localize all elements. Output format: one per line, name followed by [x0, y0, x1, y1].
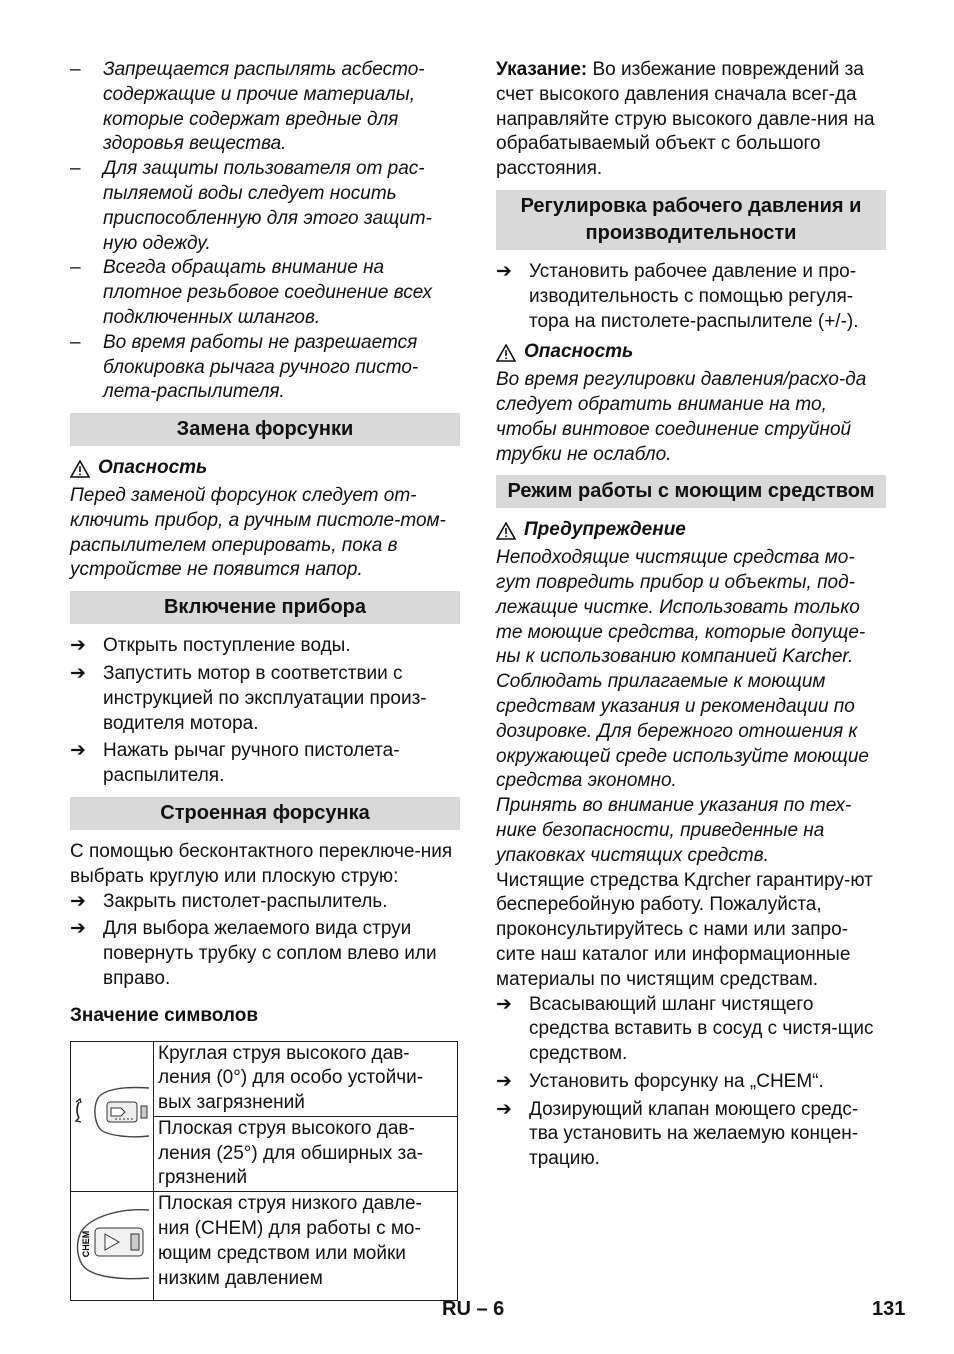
section-heading-pressure: Регулировка рабочего давления и производительности — [496, 190, 886, 250]
step-text: Установить рабочее давление и про-изводительность с помощью регуля-тора на пистолете-распылителе (+/-). — [529, 260, 859, 332]
chem-label: CHEM — [81, 1231, 91, 1258]
step-text: Для выбора желаемого вида струи повернуть трубку с соплом влево или вправо. — [103, 918, 437, 989]
table-row — [71, 1192, 458, 1301]
intro-list — [70, 58, 460, 405]
table-row — [71, 1041, 458, 1116]
list-item: – Всегда обращать внимание на плотное резьбовое соединение всех подключенных шлангов. — [70, 256, 460, 330]
symbol-description: Плоская струя низкого давле-ния (CHEM) для работы с мо-ющим средством или мойки низким давлением — [154, 1192, 458, 1301]
list-item — [70, 890, 460, 915]
footer-section-label: RU – 6 — [442, 1298, 505, 1320]
step-text: Закрыть пистолет-распылитель. — [103, 890, 388, 912]
right-column — [496, 58, 886, 1172]
table-cell-image — [71, 1192, 154, 1301]
arrow-icon: ➔ — [496, 1098, 512, 1120]
page-number: 131 — [872, 1298, 906, 1320]
section-heading-nozzle-change: Замена форсунки — [70, 413, 460, 446]
danger-label-text: Опасность — [98, 457, 208, 479]
step-text: Открыть поступление воды. — [103, 635, 351, 657]
chem-nozzle-icon — [71, 1192, 153, 1292]
list-item: – Запрещается распылять асбесто-содержащие и прочие материалы, которые содержат вредные для здоровья вещества. — [70, 58, 460, 157]
switch-on-steps — [70, 634, 460, 789]
step-text: Дозирующий клапан моющего средс-тва установить на желаемую концен-трацию. — [529, 1098, 859, 1170]
note-paragraph — [496, 58, 886, 182]
list-item — [70, 634, 460, 659]
danger-text: Перед заменой форсунок следует от-ключить прибор, а ручным пистоле-том-распылителем оперировать, пока в устройстве не появится напор. — [70, 484, 446, 581]
warning-text: Принять во внимание указания по тех-нике безопасности, приведенные на упаковках чистящих средств. — [496, 795, 852, 866]
nozzle-rotation-icon — [71, 1072, 153, 1152]
list-item: – Во время работы не разрешается блокировка рычага ручного писто-лета-распылителя. — [70, 331, 460, 405]
list-item — [70, 917, 460, 991]
warning-triangle-icon — [496, 344, 516, 362]
list-item: – Для защиты пользователя от рас-пыляемой воды следует носить приспособленную для этого защит-ную одежду. — [70, 157, 460, 256]
list-item — [70, 739, 460, 789]
arrow-icon: ➔ — [496, 260, 512, 282]
warning-label — [496, 518, 886, 543]
arrow-icon: ➔ — [70, 918, 86, 940]
triple-nozzle-intro: С помощью бесконтактного переключе-ния выбрать круглую или плоскую струю: — [70, 840, 453, 887]
danger-label — [70, 456, 460, 481]
left-column — [70, 58, 460, 1301]
symbol-description: Плоская струя высокого дав-ления (25°) для обширных за-грязнений — [154, 1116, 458, 1191]
section-heading-triple-nozzle: Строенная форсунка — [70, 797, 460, 830]
warning-triangle-icon — [70, 460, 90, 478]
arrow-icon: ➔ — [496, 1070, 512, 1092]
section-heading-switch-on: Включение прибора — [70, 591, 460, 624]
danger-label — [496, 340, 886, 365]
note-text: Во избежание повреждений за счет высокого давления сначала всег-да направляйте струю высокого давле-ния на обрабатываемый объект с большого расстояния. — [496, 59, 875, 180]
arrow-icon: ➔ — [70, 740, 86, 762]
symbol-description: Круглая струя высокого дав-ления (0°) для особо устойчи-вых загрязнений — [154, 1041, 458, 1116]
arrow-icon: ➔ — [496, 993, 512, 1015]
symbols-heading: Значение символов — [70, 1004, 259, 1026]
danger-label-text: Опасность — [524, 341, 634, 363]
section-heading-detergent: Режим работы с моющим средством — [496, 475, 886, 508]
step-text: Всасывающий шланг чистящего средства вставить в сосуд с чистя-щис средством. — [529, 993, 874, 1065]
detergent-info: Чистящие стредства Kдrcher гарантиру-ют бесперебойную работу. Пожалуйста, проконсультируйтесь с нами или запро-сите наш каталог или информационные материалы по чистящим средствам. — [496, 869, 873, 990]
danger-text: Во время регулировки давления/расхо-да следует обратить внимание на то, чтобы винтовое соединение струйной трубки не ослабло. — [496, 369, 867, 465]
note-label: Указание: — [496, 59, 588, 80]
symbols-table — [70, 1041, 458, 1302]
list-item — [496, 1098, 886, 1172]
step-text: Установить форсунку на „CHEM“. — [529, 1070, 824, 1092]
list-item — [70, 662, 460, 736]
warning-label-text: Предупреждение — [524, 519, 686, 541]
arrow-icon: ➔ — [70, 890, 86, 912]
list-item — [496, 993, 886, 1067]
arrow-icon: ➔ — [70, 662, 86, 684]
warning-text: Неподходящие чистящие средства мо-гут повредить прибор и объекты, под-лежащие чистке. Использовать только те моющие средства, которые допуще-ны к использованию компанией Karcher. Соблюдать прилагаемые к моющим средствам указания и рекомендации по дозировке. Для бережного отношения к окружающей среде используйте моющие средства экономно. — [496, 547, 869, 792]
arrow-icon: ➔ — [70, 635, 86, 657]
list-item — [496, 1070, 886, 1095]
step-text: Запустить мотор в соответствии с инструкцией по эксплуатации произ-водителя мотора. — [103, 662, 427, 734]
table-cell-image — [71, 1041, 154, 1192]
list-item — [496, 260, 886, 334]
step-text: Нажать рычаг ручного пистолета-распылителя. — [103, 740, 400, 787]
warning-triangle-icon — [496, 522, 516, 540]
